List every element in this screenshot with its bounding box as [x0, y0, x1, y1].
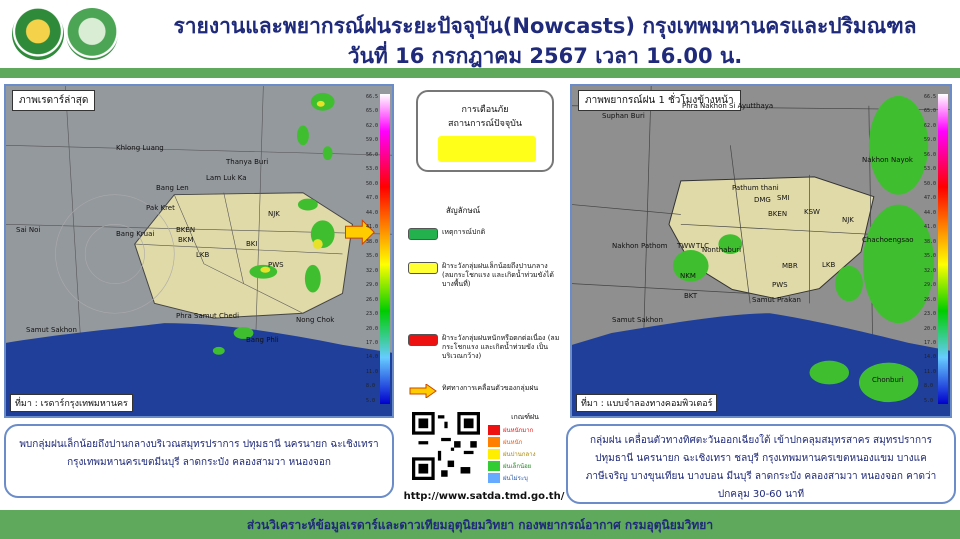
forecast-place-label: DMG — [754, 196, 771, 204]
scale-tick-label: 11.0 — [365, 368, 378, 375]
rain-criteria-label: ฝนหนัก — [503, 439, 523, 446]
warning-status-box — [416, 90, 554, 172]
legend-green-text: เหตุการณ์ปกติ — [442, 228, 486, 236]
scale-tick-label: 29.0 — [365, 282, 378, 289]
forecast-summary-box — [566, 424, 956, 504]
radar-color-scale — [380, 94, 390, 404]
forecast-place-label: NJK — [842, 216, 854, 224]
radar-place-label: Lam Luk Ka — [206, 174, 247, 182]
forecast-place-label: NKM — [680, 272, 696, 280]
department-emblem-logo — [66, 8, 118, 60]
green-swatch — [408, 228, 438, 240]
scale-tick-label: 59.0 — [923, 137, 936, 144]
scale-tick-label: 53.0 — [923, 166, 936, 173]
scale-tick-label: 41.0 — [365, 224, 378, 231]
scale-tick-label: 8.0 — [923, 383, 933, 390]
scale-tick-label: 50.0 — [923, 180, 936, 187]
forecast-place-label: Samut Prakan — [752, 296, 801, 304]
forecast-place-label: Nakhon Pathom — [612, 242, 668, 250]
rain-criteria-label: ฝนไม่ระบุ — [503, 475, 528, 482]
forecast-map-label: ภาพพยากรณ์ฝน 1 ชั่วโมงข้างหน้า — [578, 90, 741, 111]
page-subtitle-date: วันที่ 16 กรกฎาคม 2567 เวลา 16.00 น. — [347, 44, 743, 68]
scale-tick-label: 44.0 — [923, 209, 936, 216]
header — [0, 0, 960, 78]
rain-criteria-label: ฝนปานกลาง — [503, 451, 536, 458]
radar-place-label: Pak Kret — [146, 204, 175, 212]
radar-place-label: Samut Sakhon — [26, 326, 77, 334]
current-warning-swatch — [438, 136, 536, 162]
forecast-place-label: KSW — [804, 208, 820, 216]
rain-criteria-row — [488, 437, 562, 447]
legend-item-green — [408, 228, 560, 240]
radar-place-label: Thanya Buri — [226, 158, 269, 166]
scale-tick-label: 32.0 — [923, 267, 936, 274]
scale-tick-label: 38.0 — [365, 238, 378, 245]
legend-item-yellow — [408, 262, 560, 289]
scale-tick-label: 66.5 — [923, 94, 936, 100]
scale-tick-label: 65.0 — [923, 108, 936, 115]
rain-criteria-title: เกณฑ์ฝน — [511, 413, 539, 421]
legend-yellow-text: ฝ้าระวังกลุ่มฝนเล็กน้อยถึงปานกลาง (ลมกระโชกแรง และเกิดน้ำท่วมขังได้บางพื้นที่) — [442, 262, 554, 288]
warning-title: การเตือนภัย — [461, 105, 509, 115]
radar-place-label: BKM — [178, 236, 194, 244]
rain-criteria-row — [488, 473, 562, 483]
scale-tick-label: 65.0 — [365, 108, 378, 115]
scale-tick-label: 32.0 — [365, 267, 378, 274]
scale-tick-label: 26.0 — [365, 296, 378, 303]
forecast-place-label: Pathum thani — [732, 184, 779, 192]
header-bar — [0, 68, 960, 78]
warning-subtitle: สถานการณ์ปัจจุบัน — [448, 119, 522, 129]
forecast-place-label: SMI — [777, 194, 790, 202]
forecast-place-label: TLC — [696, 242, 710, 250]
radar-place-label: Bang Len — [156, 184, 189, 192]
rain-criteria-row — [488, 449, 562, 459]
scale-tick-label: 20.0 — [365, 325, 378, 332]
scale-tick-label: 62.0 — [923, 122, 936, 129]
scale-tick-label: 23.0 — [923, 311, 936, 318]
scale-tick-label: 50.0 — [365, 180, 378, 187]
forecast-place-label: BKT — [684, 292, 698, 300]
footer-bar — [0, 510, 960, 539]
forecast-map-panel — [570, 84, 952, 418]
legend-arrow-text: ทิศทางการเคลื่อนตัวของกลุ่มฝน — [442, 384, 539, 392]
scale-tick-label: 11.0 — [923, 368, 936, 375]
scale-tick-label: 26.0 — [923, 296, 936, 303]
scale-tick-label: 47.0 — [365, 195, 378, 202]
forecast-color-scale — [938, 94, 948, 404]
movement-arrow-icon — [408, 384, 438, 398]
rain-criteria-label: ฝนหนักมาก — [503, 427, 534, 434]
scale-tick-label: 56.0 — [923, 151, 936, 158]
current-summary-text: พบกลุ่มฝนเล็กน้อยถึงปานกลางบริเวณสมุทรปราการ ปทุมธานี นครนายก ฉะเชิงเทรา กรุงเทพมหานครเขตมีนบุรี ลาดกระบัง คลองสามวา หนองจอก — [19, 439, 379, 468]
forecast-place-label: Samut Sakhon — [612, 316, 663, 324]
scale-tick-label: 8.0 — [365, 383, 375, 390]
forecast-place-label: PWS — [772, 281, 788, 289]
legend-item-red — [408, 334, 560, 361]
radar-place-label: Nong Chok — [296, 316, 335, 324]
forecast-place-label: Nonthaburi — [702, 246, 742, 254]
legend-item-arrow — [408, 384, 560, 398]
scale-tick-label: 41.0 — [923, 224, 936, 231]
scale-tick-label: 14.0 — [365, 354, 378, 361]
radar-place-label: Bang Kruai — [116, 230, 155, 238]
forecast-place-label: Phra Nakhon Si Ayutthaya — [682, 102, 774, 110]
scale-tick-label: 20.0 — [923, 325, 936, 332]
radar-place-label: LKB — [196, 251, 210, 259]
forecast-place-label: TWW — [677, 242, 696, 250]
scale-tick-label: 53.0 — [365, 166, 378, 173]
legend-red-text: ฝ้าระวังกลุ่มฝนหนักหรือตกต่อเนื่อง (ลมกระโชกแรง และเกิดน้ำท่วมขัง เป็นบริเวณกว้าง) — [442, 334, 560, 360]
radar-map-label: ภาพเรดาร์ล่าสุด — [12, 90, 95, 111]
forecast-place-label: Nakhon Nayok — [862, 156, 913, 164]
footer-text: ส่วนวิเคราะห์ข้อมูลเรดาร์และดาวเทียมอุตุนิยมวิทยา กองพยากรณ์อากาศ กรมอุตุนิยมวิทยา — [246, 518, 714, 532]
rain-criteria-label: ฝนเล็กน้อย — [503, 463, 532, 470]
rain-criteria-row — [488, 425, 562, 435]
scale-tick-label: 47.0 — [923, 195, 936, 202]
red-swatch — [408, 334, 438, 346]
radar-map-panel — [4, 84, 394, 418]
forecast-place-label: Suphan Buri — [602, 112, 645, 120]
forecast-map — [572, 86, 950, 416]
radar-place-label: BKI — [246, 240, 258, 248]
scale-tick-label: 44.0 — [365, 209, 378, 216]
scale-tick-label: 66.5 — [365, 94, 378, 100]
radar-place-label: Sai Noi — [16, 226, 41, 234]
forecast-place-label: MBR — [782, 262, 798, 270]
scale-tick-label: 62.0 — [365, 122, 378, 129]
scale-labels — [924, 94, 936, 404]
forecast-map-source: ที่มา : แบบจำลองทางคอมพิวเตอร์ — [576, 394, 717, 412]
radar-map-source: ที่มา : เรดาร์กรุงเทพมหานคร — [10, 394, 133, 412]
scale-tick-label: 35.0 — [365, 253, 378, 260]
scale-tick-label: 17.0 — [923, 339, 936, 346]
yellow-swatch — [408, 262, 438, 274]
scale-tick-label: 56.0 — [365, 151, 378, 158]
scale-tick-label: 59.0 — [365, 137, 378, 144]
scale-tick-label: 35.0 — [923, 253, 936, 260]
forecast-place-label: BKEN — [768, 210, 788, 218]
rain-criteria-legend — [488, 412, 562, 486]
forecast-place-label: LKB — [822, 261, 836, 269]
page-title: รายงานและพยากรณ์ฝนระยะปัจจุบัน(Nowcasts) กรุงเทพมหานครและปริมณฑล — [173, 14, 917, 38]
radar-place-label: Bang Phli — [246, 336, 279, 344]
legend-panel — [400, 84, 564, 418]
radar-place-label: BKEN — [176, 226, 196, 234]
radar-place-label: PWS — [268, 261, 284, 269]
scale-tick-label: 5.0 — [365, 397, 375, 404]
radar-place-label: NJK — [268, 210, 280, 218]
tmd-emblem-logo — [12, 8, 64, 60]
scale-tick-label: 17.0 — [365, 339, 378, 346]
scale-tick-label: 29.0 — [923, 282, 936, 289]
forecast-summary-text: กลุ่มฝน เคลื่อนตัวทางทิศตะวันออกเฉียงใต้ เข้าปกคลุมสมุทรสาคร สมุทรปราการ ปทุมธานี นครนายก ฉะเชิงเทรา ชลบุรี กรุงเทพมหานครเขตหนองแขม บางแค ภาษีเจริญ บางขุนเทียน บางบอน มีนบุรี ลาดกระบัง คลองสามวา หนองจอก คาดว่าปกคลุม 30-60 นาที — [585, 435, 937, 500]
radar-place-label: Phra Samut Chedi — [176, 312, 240, 320]
forecast-place-label: Chachoengsao — [862, 236, 914, 244]
scale-tick-label: 38.0 — [923, 238, 936, 245]
current-summary-box — [4, 424, 394, 498]
scale-labels — [366, 94, 378, 404]
legend-heading: สัญลักษณ์ — [446, 206, 481, 215]
radar-place-label: Khlong Luang — [116, 144, 164, 152]
scale-tick-label: 14.0 — [923, 354, 936, 361]
qr-code — [412, 412, 480, 480]
scale-tick-label: 23.0 — [365, 311, 378, 318]
scale-tick-label: 5.0 — [923, 397, 933, 404]
website-link[interactable]: http://www.satda.tmd.go.th/ — [403, 491, 565, 502]
rain-criteria-row — [488, 461, 562, 471]
forecast-place-label: Chonburi — [872, 376, 904, 384]
